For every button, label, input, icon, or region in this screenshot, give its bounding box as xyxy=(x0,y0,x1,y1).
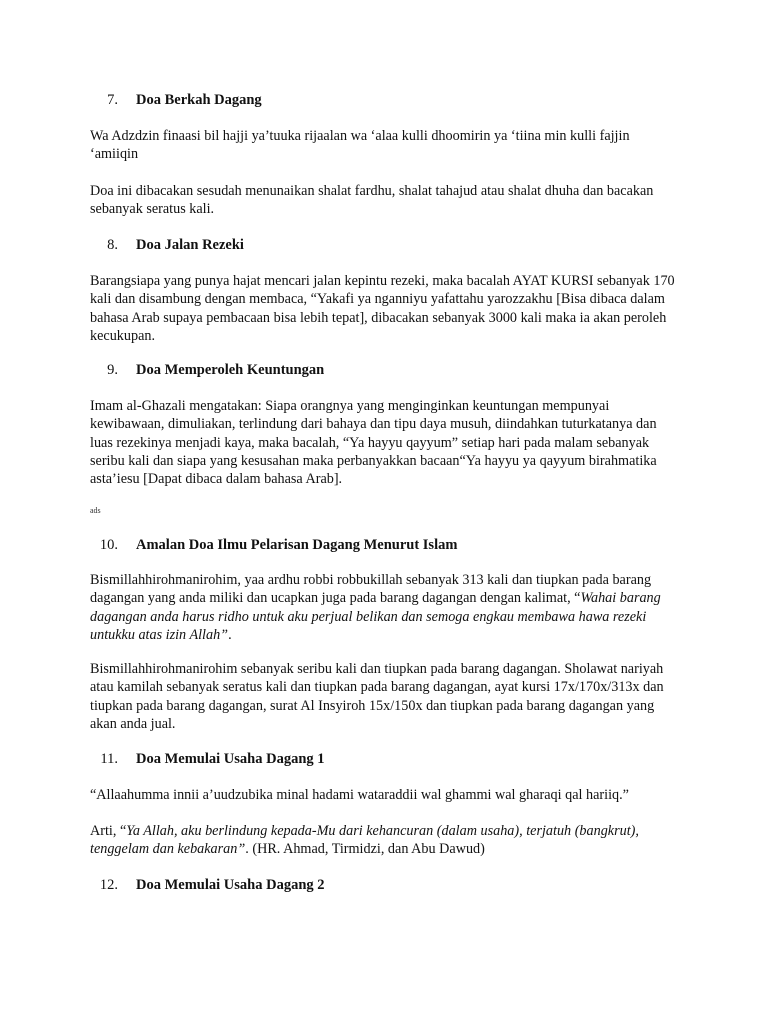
heading-number: 12. xyxy=(99,877,118,893)
paragraph xyxy=(90,182,680,219)
paragraph-text xyxy=(90,571,680,644)
text-run: Bismillahhirohmanirohim, yaa ardhu robbi robbukillah sebanyak 313 kali dan tiupkan pada barang dagangan yang anda miliki dan ucapkan juga pada barang dagangan dengan kalimat, “ xyxy=(90,572,652,607)
heading-number: 9. xyxy=(107,362,118,378)
heading-title: Doa Berkah Dagang xyxy=(136,92,262,108)
paragraph xyxy=(90,397,680,488)
paragraph-text: “Allaahumma innii a’uudzubika minal hadami wataraddii wal ghammi wal gharaqi qal hariiq.” xyxy=(90,787,629,803)
paragraph-text: Wa Adzdzin finaasi bil hajji ya’tuuka rijaalan wa ‘alaa kulli dhoomirin ya ‘tiina min kulli fajjin ‘amiiqin xyxy=(90,128,630,163)
paragraph-text xyxy=(90,822,680,859)
heading-number: 10. xyxy=(99,537,118,553)
paragraph xyxy=(90,786,680,804)
heading-title: Doa Memulai Usaha Dagang 2 xyxy=(136,877,325,893)
paragraph-text: Imam al-Ghazali mengatakan: Siapa orangnya yang menginginkan keuntungan mempunyai kewibawaan, dimuliakan, terlindung dari bahaya dan tipu daya musuh, diindahkan tuturkatanya dan luas rezekinya menjadi kaya, maka bacalah, “Ya hayyu qayyum” setiap hari pada malam sebanyak seribu kali dan siapa yang kesusahan maka perbanyakkan bacaan“Ya hayyu ya qayyum birahmatika asta’iesu [Dapat dibaca dalam bahasa Arab]. xyxy=(90,398,657,488)
heading-title: Doa Memperoleh Keuntungan xyxy=(136,362,325,378)
heading-11 xyxy=(90,751,325,768)
italic-quote: Ya Allah, aku berlindung kepada-Mu dari kehancuran (dalam usaha), terjatuh (bangkrut), tenggelam dan kebakaran” xyxy=(90,823,639,858)
heading-title: Amalan Doa Ilmu Pelarisan Dagang Menurut Islam xyxy=(136,537,458,553)
paragraph-text: Bismillahhirohmanirohim sebanyak seribu kali dan tiupkan pada barang dagangan. Sholawat nariyah atau kamilah sebanyak seratus kali dan tiupkan pada barang dagangan, ayat kursi 17x/170x/313x dan tiupkan pada barang dagangan, surat Al Insyiroh 15x/150x dan tiupkan pada barang dagangan yang akan anda jual. xyxy=(90,661,664,732)
paragraph xyxy=(90,272,680,345)
paragraph xyxy=(90,127,680,164)
heading-number: 11. xyxy=(100,751,118,767)
paragraph xyxy=(90,822,680,859)
heading-7 xyxy=(90,92,262,109)
heading-8 xyxy=(90,237,244,254)
heading-title: Doa Memulai Usaha Dagang 1 xyxy=(136,751,325,767)
italic-quote: Wahai barang dagangan anda harus ridho untuk aku perjual belikan dan semoga engkau membawa hawa rezeki untukku atas izin Allah” xyxy=(90,590,661,643)
text-run: Arti, “ xyxy=(90,823,127,839)
heading-number: 8. xyxy=(107,237,118,253)
heading-title: Doa Jalan Rezeki xyxy=(136,237,244,253)
paragraph xyxy=(90,660,680,733)
text-run: . (HR. Ahmad, Tirmidzi, dan Abu Dawud) xyxy=(245,841,485,858)
heading-number: 7. xyxy=(107,92,118,108)
paragraph-text: Barangsiapa yang punya hajat mencari jalan kepintu rezeki, maka bacalah AYAT KURSI sebanyak 170 kali dan disambung dengan membaca, “Yakafi ya nganniyu yafattahu yarozzakhu [Bisa dibaca dalam bahasa Arab supaya pembacaan bisa lebih tepat], dibacakan sebanyak 3000 kali maka ia akan peroleh kecukupan. xyxy=(90,273,675,344)
ads-label: ads xyxy=(90,506,101,515)
paragraph xyxy=(90,571,680,644)
heading-10 xyxy=(90,537,457,554)
paragraph-text: Doa ini dibacakan sesudah menunaikan shalat fardhu, shalat tahajud atau shalat dhuha dan bacakan sebanyak seratus kali. xyxy=(90,183,654,218)
text-run: . xyxy=(228,626,232,643)
heading-12 xyxy=(90,877,325,894)
heading-9 xyxy=(90,362,324,379)
